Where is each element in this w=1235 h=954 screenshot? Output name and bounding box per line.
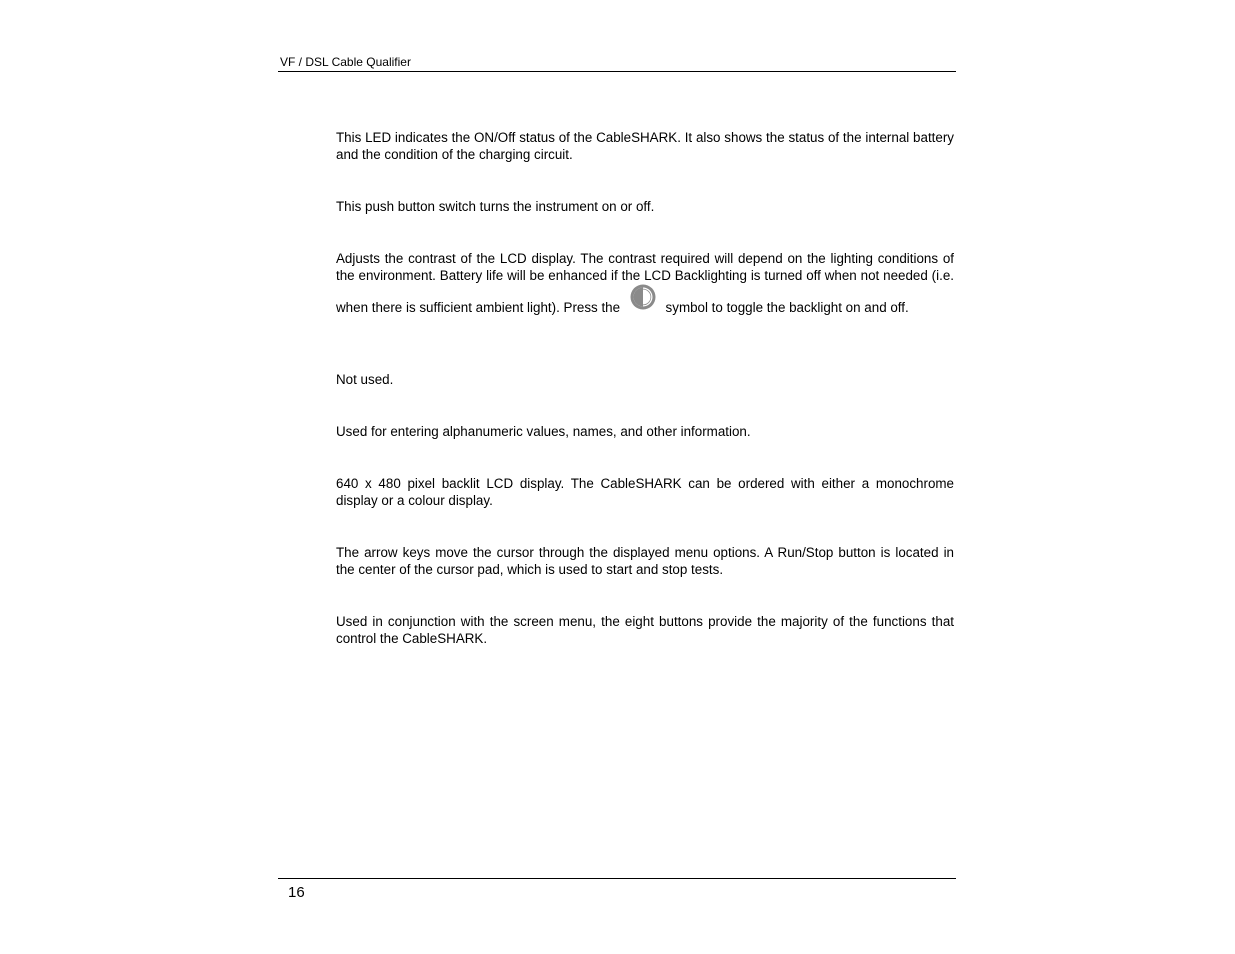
not-used-description: Not used. <box>336 372 394 387</box>
keypad-description: Used for entering alphanumeric values, names, and other information. <box>336 424 751 439</box>
power-switch-description: This push button switch turns the instrument on or off. <box>336 199 655 214</box>
contrast-text-before: Adjusts the contrast of the LCD display. The contrast required will depend on the lighting conditions of the environment. Battery life will be enhanced if the LCD Backlighting is turned off when not needed (i.e. when there is sufficient ambient light). Press the <box>336 251 954 315</box>
footer-rule <box>278 878 956 879</box>
header-rule <box>278 71 956 72</box>
cursor-pad-description: The arrow keys move the cursor through the displayed menu options. A Run/Stop button is located in the center of the cursor pad, which is used to start and stop tests. <box>336 545 954 577</box>
contrast-icon <box>630 284 656 310</box>
function-buttons-description: Used in conjunction with the screen menu, the eight buttons provide the majority of the functions that control the CableSHARK. <box>336 614 954 646</box>
lcd-display-description: 640 x 480 pixel backlit LCD display. The CableSHARK can be ordered with either a monochrome display or a colour display. <box>336 476 954 508</box>
page-number: 16 <box>288 884 305 901</box>
contrast-text-after: symbol to toggle the backlight on and off. <box>665 300 909 315</box>
led-description: This LED indicates the ON/Off status of the CableSHARK. It also shows the status of the internal battery and the condition of the charging circuit. <box>336 130 954 162</box>
page-header-title: VF / DSL Cable Qualifier <box>280 55 411 69</box>
contrast-description <box>336 251 954 317</box>
